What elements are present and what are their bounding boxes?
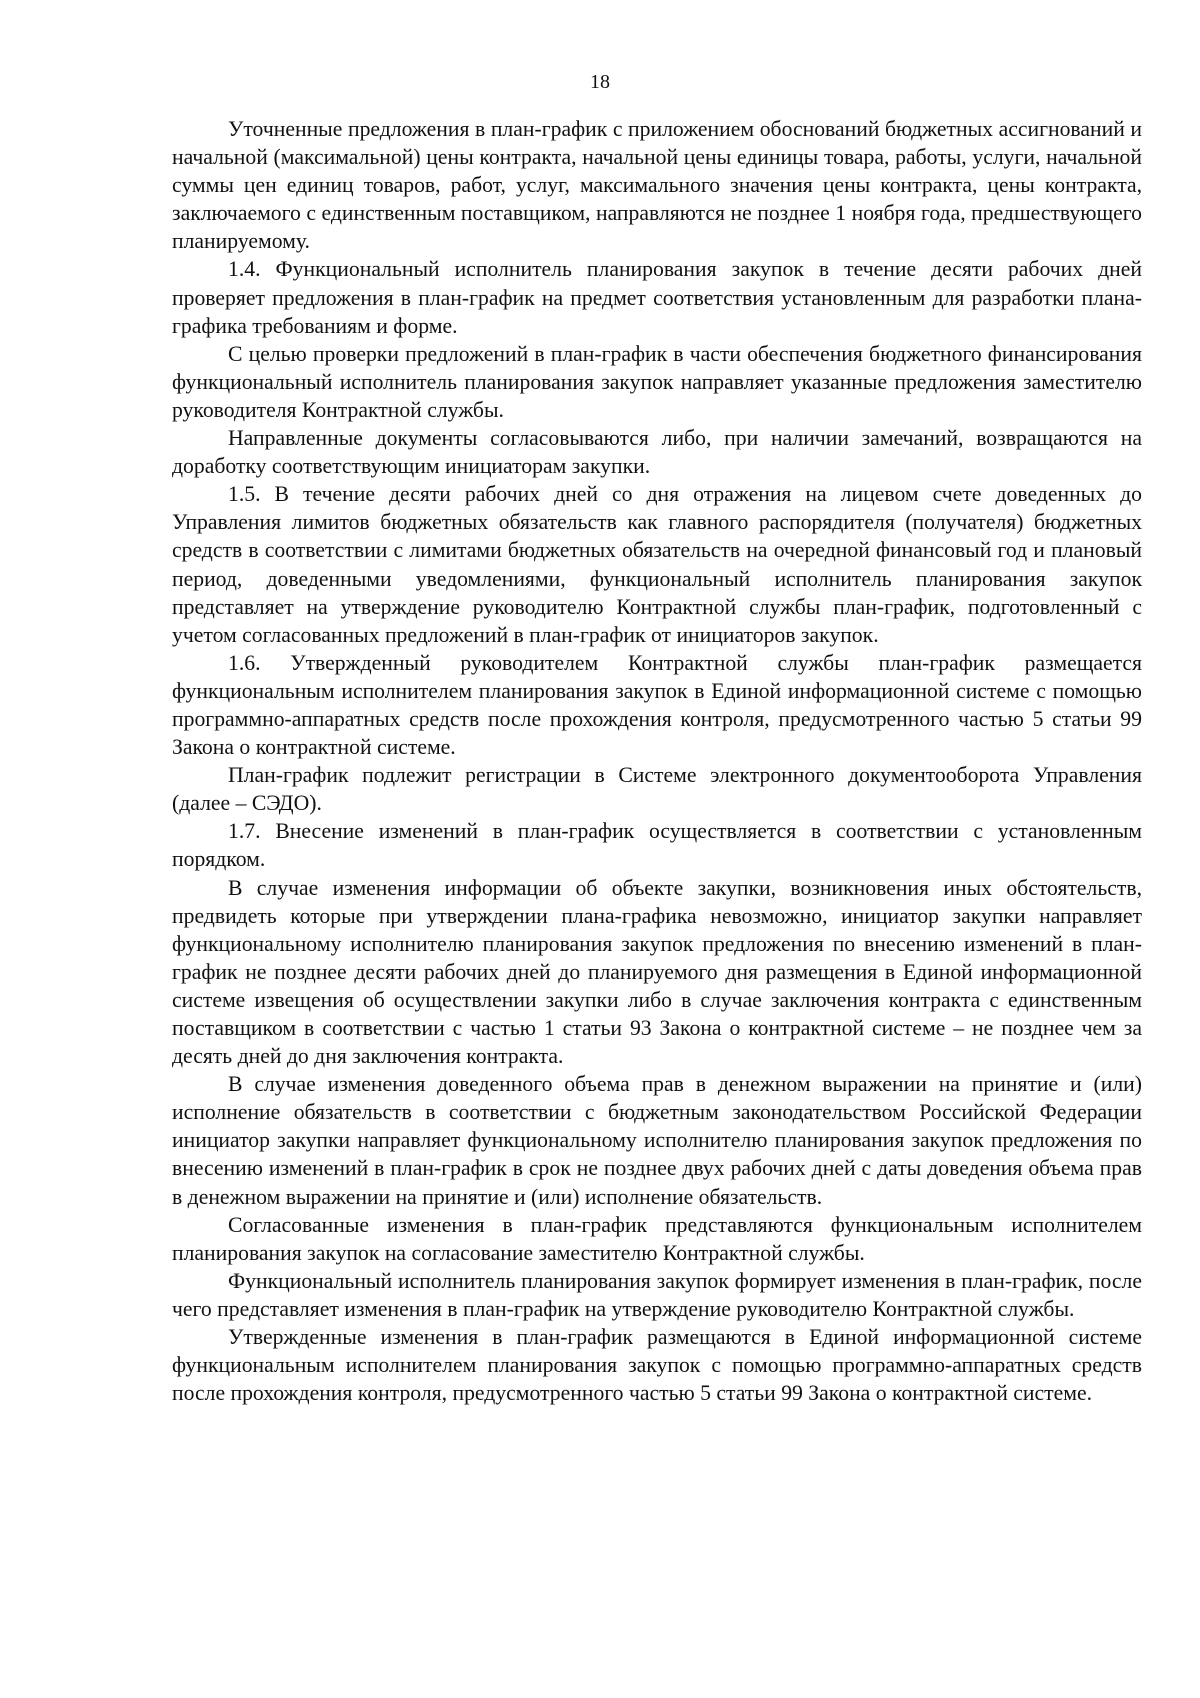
page-number: 18 <box>590 71 610 93</box>
paragraph-1-6: 1.6. Утвержденный руководителем Контрактной службы план-график размещается функциональным исполнителем планирования закупок в Единой информационной системе с помощью программно-аппаратных средств после прохождения контроля, предусмотренного частью 5 статьи 99 Закона о контрактной системе. <box>172 650 1142 760</box>
document-body <box>172 115 1142 1407</box>
paragraph-form-changes: Функциональный исполнитель планирования закупок формирует изменения в план-график, после чего представляет изменения в план-график на утверждение руководителю Контрактной службы. <box>172 1268 1142 1321</box>
paragraph-approved-changes: Утвержденные изменения в план-график размещаются в Единой информационной системе функциональным исполнителем планирования закупок с помощью программно-аппаратных средств после прохождения контроля, предусмотренного частью 5 статьи 99 Закона о контрактной системе. <box>172 1325 1142 1406</box>
paragraph-1-7: 1.7. Внесение изменений в план-график осуществляется в соответствии с установленным порядком. <box>172 819 1142 872</box>
paragraph-approval-return: Направленные документы согласовываются либо, при наличии замечаний, возвращаются на доработку соответствующим инициаторам закупки. <box>172 426 1142 479</box>
paragraph-agreed-changes: Согласованные изменения в план-график представляются функциональным исполнителем планирования закупок на согласование заместителю Контрактной службы. <box>172 1212 1142 1265</box>
paragraph-info-change: В случае изменения информации об объекте закупки, возникновения иных обстоятельств, предвидеть которые при утверждении плана-графика невозможно, инициатор закупки направляет функциональному исполнителю планирования закупок предложения по внесению изменений в план-график не позднее десяти рабочих дней до планируемого дня размещения в Единой информационной системе извещения об осуществлении закупки либо в случае заключения контракта с единственным поставщиком в соответствии с частью 1 статьи 93 Закона о контрактной системе – не позднее чем за десять дней до дня заключения контракта. <box>172 875 1142 1069</box>
paragraph-1-4: 1.4. Функциональный исполнитель планирования закупок в течение десяти рабочих дней проверяет предложения в план-график на предмет соответствия установленным для разработки плана-графика требованиям и форме. <box>172 257 1142 338</box>
paragraph-refined-proposals: Уточненные предложения в план-график с приложением обоснований бюджетных ассигнований и начальной (максимальной) цены контракта, начальной цены единицы товара, работы, услуги, начальной суммы цен единиц товаров, работ, услуг, максимального значения цены контракта, цены контракта, заключаемого с единственным поставщиком, направляются не позднее 1 ноября года, предшествующего планируемому. <box>172 117 1142 254</box>
paragraph-registration: План-график подлежит регистрации в Системе электронного документооборота Управления (далее – СЭДО). <box>172 763 1142 816</box>
paragraph-budget-check: С целью проверки предложений в план-график в части обеспечения бюджетного финансирования функциональный исполнитель планирования закупок направляет указанные предложения заместителю руководителя Контрактной службы. <box>172 341 1142 422</box>
paragraph-1-5: 1.5. В течение десяти рабочих дней со дня отражения на лицевом счете доведенных до Управления лимитов бюджетных обязательств как главного распорядителя (получателя) бюджетных средств в соответствии с лимитами бюджетных обязательств на очередной финансовый год и плановый период, доведенными уведомлениями, функциональный исполнитель планирования закупок представляет на утверждение руководителю Контрактной службы план-график, подготовленный с учетом согласованных предложений в план-график от инициаторов закупок. <box>172 482 1142 647</box>
paragraph-rights-change: В случае изменения доведенного объема прав в денежном выражении на принятие и (или) исполнение обязательств в соответствии с бюджетным законодательством Российской Федерации инициатор закупки направляет функциональному исполнителю планирования закупок предложения по внесению изменений в план-график в срок не позднее двух рабочих дней с даты доведения объема прав в денежном выражении на принятие и (или) исполнение обязательств. <box>172 1072 1142 1209</box>
